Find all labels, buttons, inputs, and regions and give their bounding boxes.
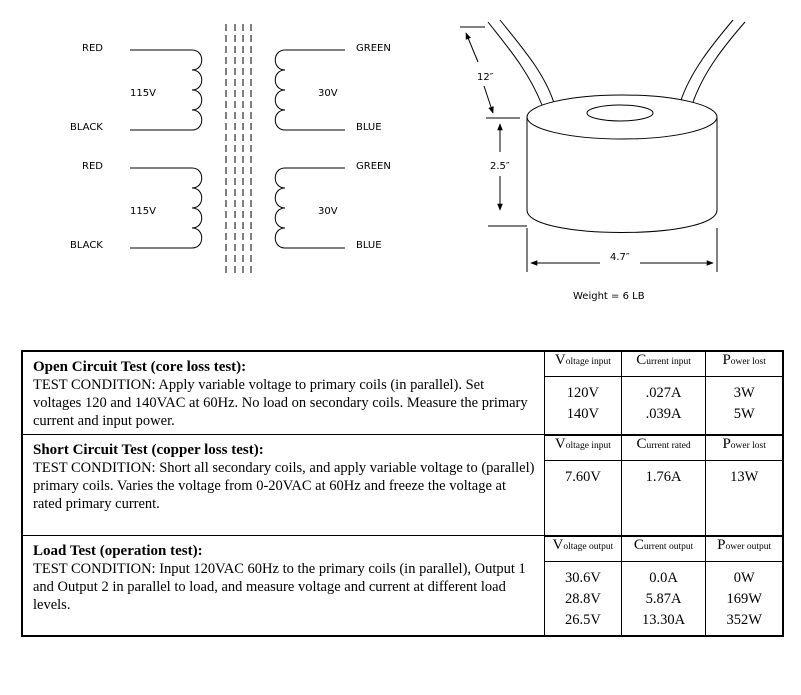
table-row <box>22 536 783 562</box>
value-cell: 0W 169W 352W <box>706 561 783 636</box>
test-condition: TEST CONDITION: Short all secondary coils, and apply variable voltage to (parallel) primary coils. Varies the voltage from 0-20VAC at 60Hz and freeze the voltage at rated primary current. <box>33 460 535 512</box>
secondary-coil <box>275 168 285 248</box>
upper-primary-voltage: 115V <box>130 88 156 99</box>
upper-green-label: GREEN <box>356 43 391 54</box>
column-header: Power lost <box>706 351 783 377</box>
value-cell: 7.60V <box>545 460 622 536</box>
upper-blue-label: BLUE <box>356 122 382 133</box>
column-header: Voltage output <box>545 536 622 562</box>
value-cell: .027A .039A <box>621 377 706 435</box>
test-description <box>22 351 545 435</box>
diameter-label: 4.7″ <box>610 252 630 263</box>
column-header: Current rated <box>621 435 706 461</box>
diameter-dimension <box>527 228 717 272</box>
toroid-top <box>527 95 717 139</box>
test-results-table <box>21 350 784 637</box>
upper-black-label: BLACK <box>70 122 103 133</box>
upper-red-label: RED <box>82 43 103 54</box>
value-cell: 30.6V 28.8V 26.5V <box>545 561 622 636</box>
toroid <box>488 20 745 233</box>
column-header: Current input <box>621 351 706 377</box>
lead-length-label: 12″ <box>477 72 494 83</box>
lower-black-label: BLACK <box>70 240 103 251</box>
test-description <box>22 536 545 636</box>
lead-wire <box>500 20 554 103</box>
test-title: Load Test (operation test): <box>33 543 203 559</box>
lead-wire <box>680 20 733 103</box>
value-cell: 0.0A 5.87A 13.30A <box>621 561 706 636</box>
lower-secondary-voltage: 30V <box>318 206 338 217</box>
toroid-bottom <box>527 210 717 233</box>
column-header: Voltage input <box>545 435 622 461</box>
height-dimension <box>488 124 527 226</box>
value-cell: 13W <box>706 460 783 536</box>
column-header: Current output <box>621 536 706 562</box>
core-lines <box>226 24 251 277</box>
transformer-lower <box>130 168 345 248</box>
column-header: Voltage input <box>545 351 622 377</box>
primary-coil <box>192 168 202 248</box>
lower-red-label: RED <box>82 161 103 172</box>
weight-label: Weight = 6 LB <box>573 291 645 302</box>
height-label: 2.5″ <box>490 161 510 172</box>
column-header: Power lost <box>706 435 783 461</box>
test-condition: TEST CONDITION: Input 120VAC 60Hz to the primary coils (in parallel), Output 1 and Output 2 in parallel to load, and measure voltage and current at different load levels. <box>33 561 526 613</box>
table-row <box>22 351 783 377</box>
lower-blue-label: BLUE <box>356 240 382 251</box>
secondary-coil <box>275 50 285 130</box>
value-cell: 3W 5W <box>706 377 783 435</box>
test-description <box>22 435 545 536</box>
transformer-upper <box>130 50 345 130</box>
table-row <box>22 435 783 461</box>
value-cell: 120V 140V <box>545 377 622 435</box>
lower-primary-voltage: 115V <box>130 206 156 217</box>
lower-green-label: GREEN <box>356 161 391 172</box>
test-condition: TEST CONDITION: Apply variable voltage to primary coils (in parallel). Set voltages 120 and 140VAC at 60Hz. No load on secondary coils. Measure the primary current and input power. <box>33 377 528 429</box>
upper-secondary-voltage: 30V <box>318 88 338 99</box>
test-title: Open Circuit Test (core loss test): <box>33 359 247 375</box>
primary-coil <box>192 50 202 130</box>
test-title: Short Circuit Test (copper loss test): <box>33 442 264 458</box>
value-cell: 1.76A <box>621 460 706 536</box>
column-header: Power output <box>706 536 783 562</box>
